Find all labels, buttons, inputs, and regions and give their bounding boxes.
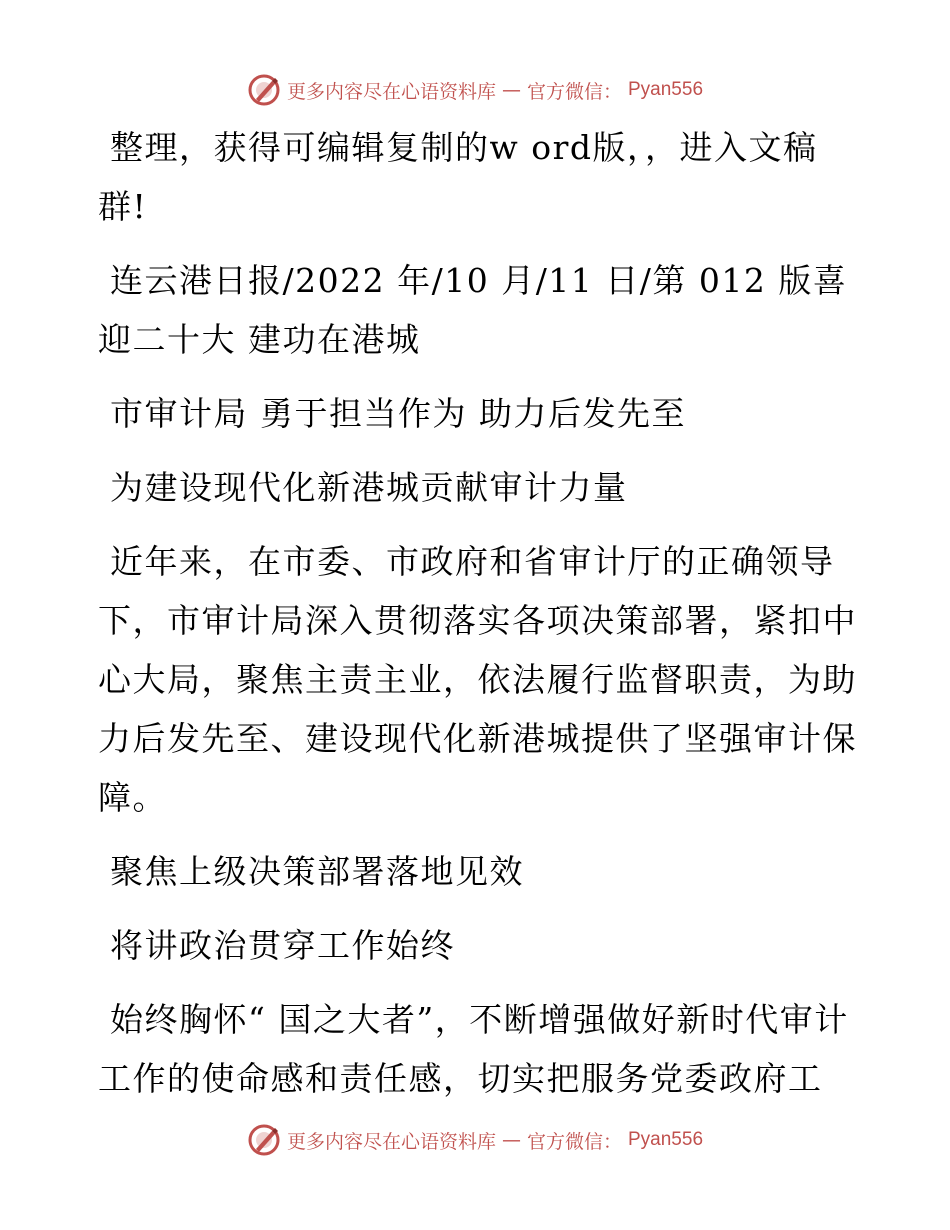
paragraph-headline: 市审计局 勇于担当作为 助力后发先至 — [110, 394, 686, 433]
paragraph-intro: 近年来，在市委、市政府和省审计厅的正确领导下，市审计局深入贯彻落实各项决策部署，紧扣中心大局，聚焦主责主业，依法履行监督职责，为助力后发先至、建设现代化新港城提供了坚强审计保障。 — [98, 542, 857, 817]
footer-watermark — [0, 1120, 950, 1160]
document-body — [98, 118, 858, 1108]
watermark-brand: 更多内容尽在心语资料库 — [286, 1130, 496, 1153]
paragraph-body: 始终胸怀“ 国之大者”，不断增强做好新时代审计工作的使命感和责任感，切实把服务党委政府工 — [98, 1000, 849, 1098]
watermark-official: 官方微信： — [526, 80, 622, 103]
watermark-official: 官方微信： — [526, 1130, 622, 1153]
paragraph-section-heading: 聚焦上级决策部署落地见效 — [110, 852, 524, 891]
paragraph-source: 连云港日报/2022 年/10 月/11 日/第 012 版喜迎二十大 建功在港城 — [98, 261, 848, 359]
header-watermark — [0, 70, 950, 110]
pen-logo-icon — [247, 73, 281, 107]
watermark-account: Pyan556 — [628, 79, 704, 100]
paragraph-subheadline: 为建设现代化新港城贡献审计力量 — [110, 468, 628, 507]
paragraph-section-subheading: 将讲政治贯穿工作始终 — [110, 926, 455, 965]
watermark-account: Pyan556 — [628, 1129, 704, 1150]
watermark-brand: 更多内容尽在心语资料库 — [286, 80, 496, 103]
pen-logo-icon — [247, 1123, 281, 1157]
watermark-dash: — — [501, 79, 521, 101]
paragraph-note: 整理，获得可编辑复制的w ord版，，进入文稿群! — [98, 128, 818, 226]
watermark-dash: — — [501, 1129, 521, 1151]
